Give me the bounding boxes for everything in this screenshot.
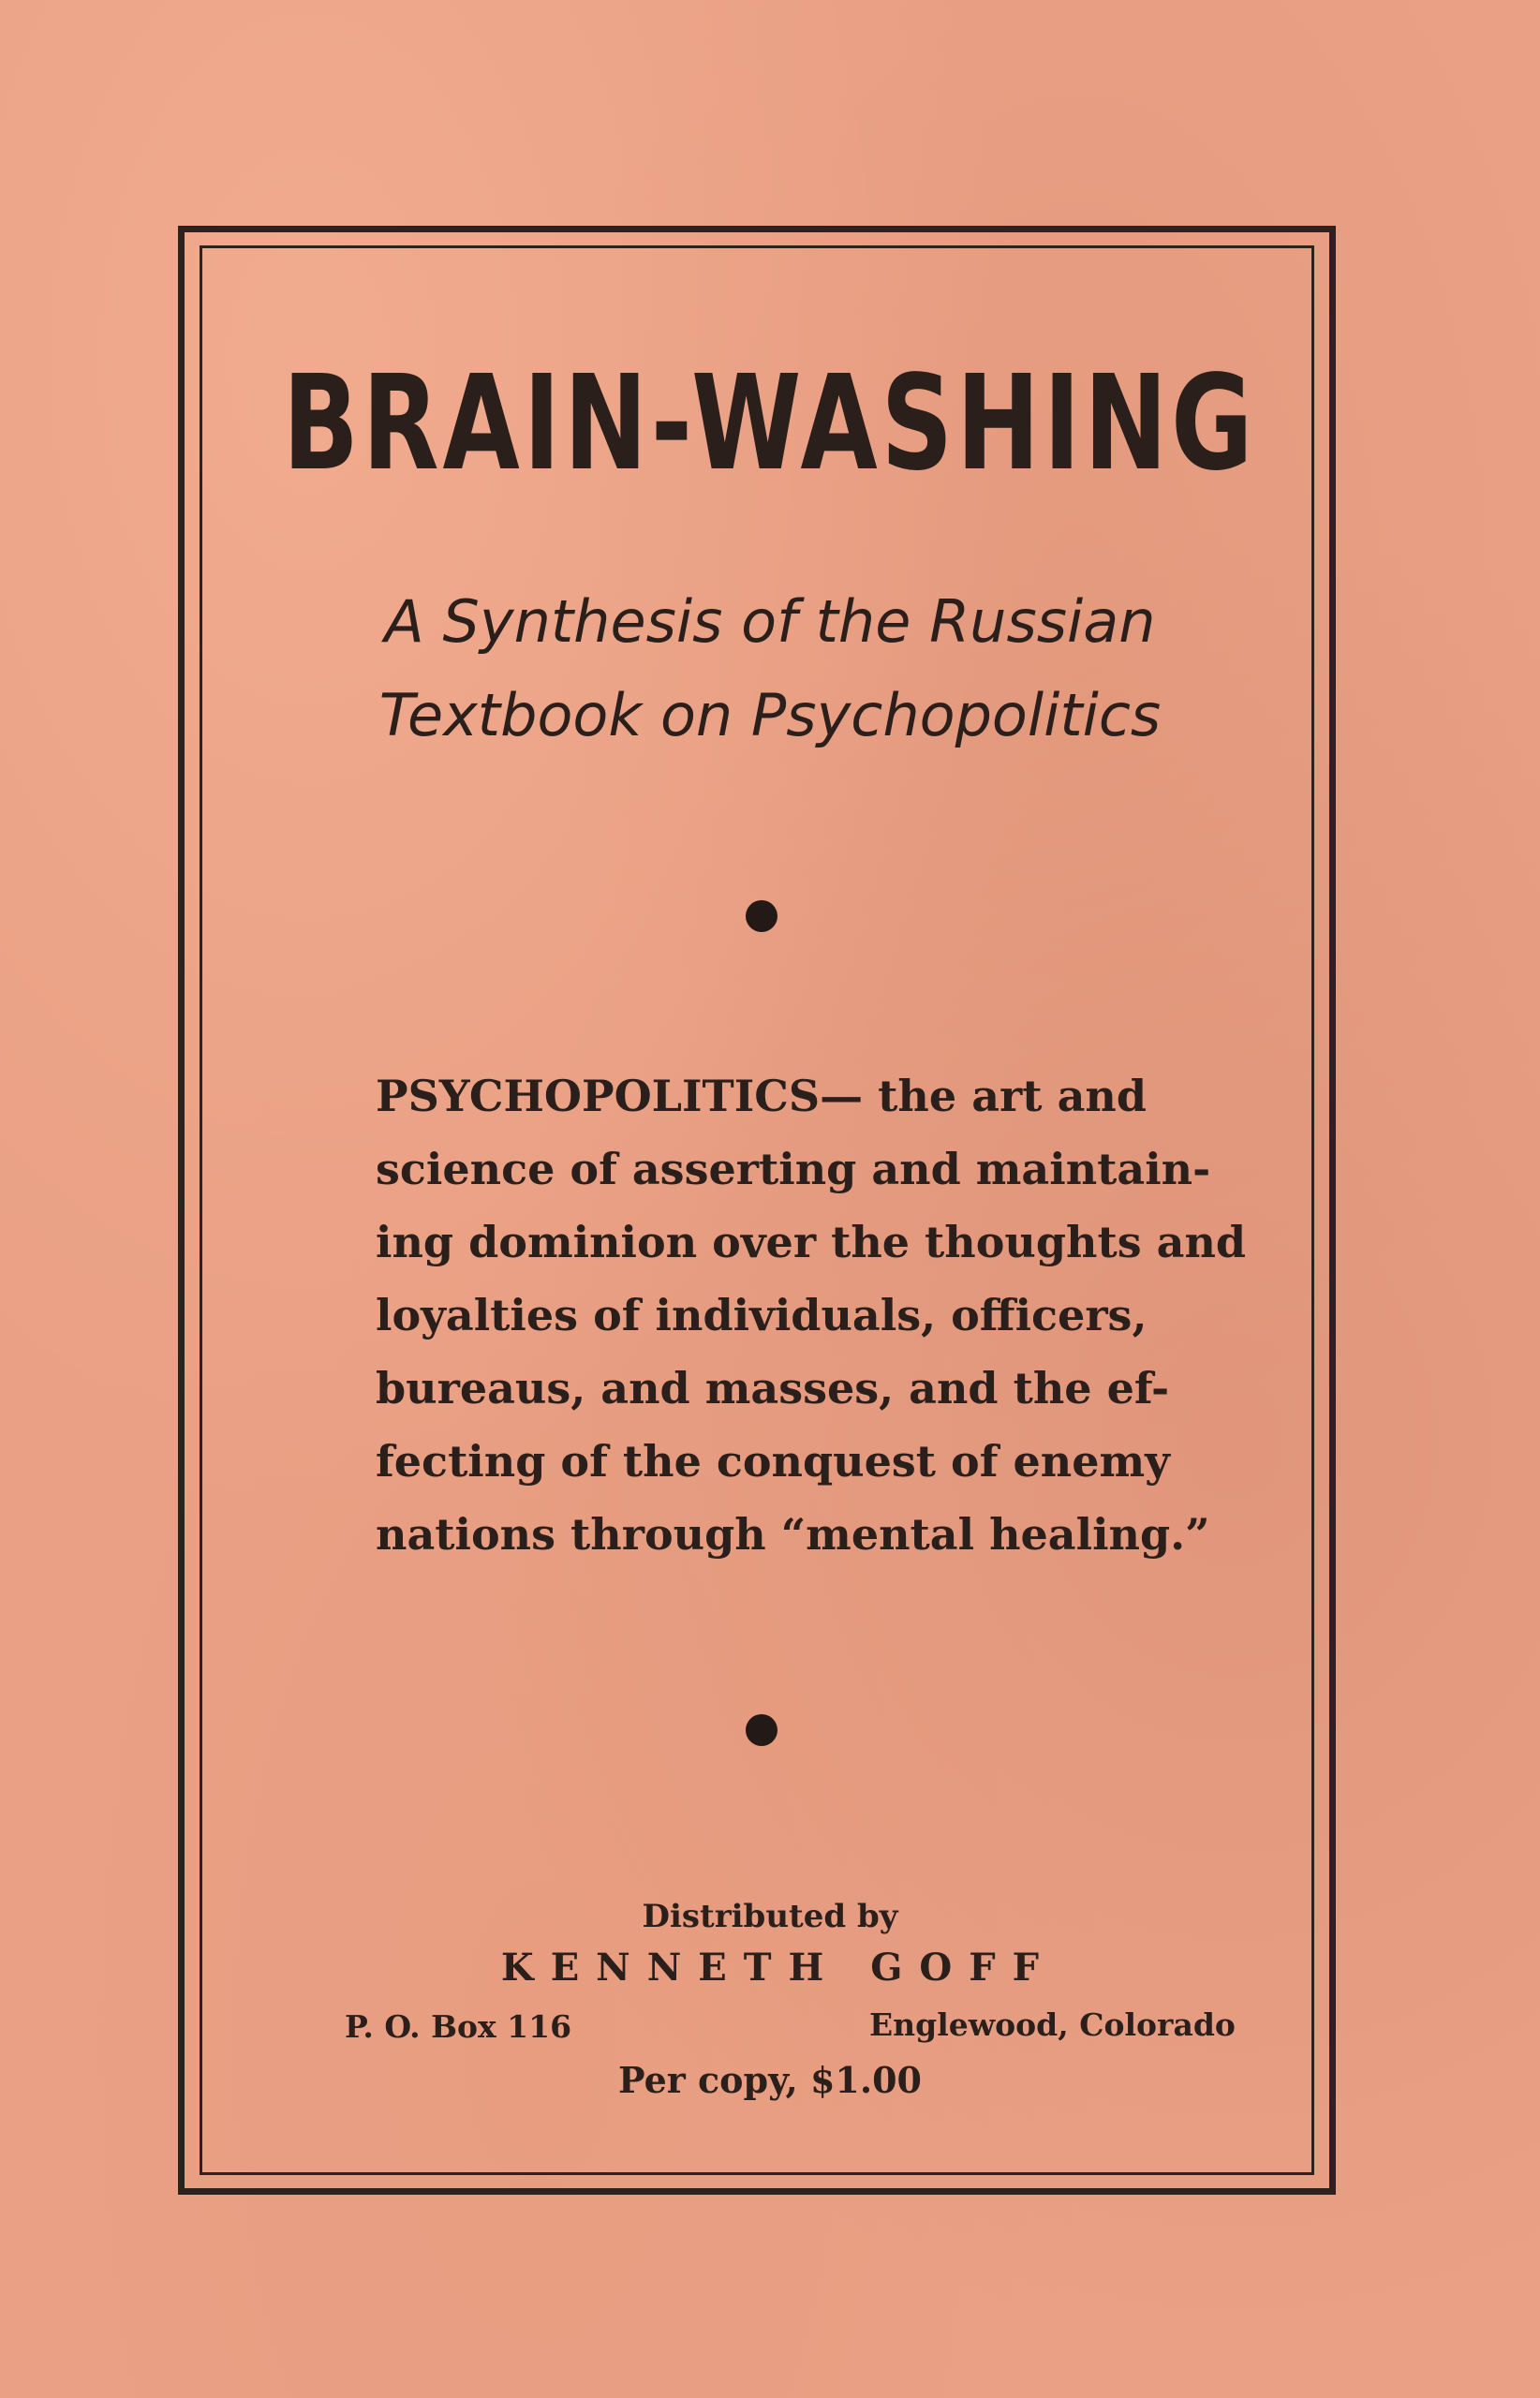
subtitle-line-2: Textbook on Psychopolitics — [378, 681, 1162, 749]
description-line-3: ing dominion over the thoughts and — [376, 1217, 1247, 1267]
distributed-by-label: Distributed by — [642, 1898, 898, 1935]
price-label: Per copy, $1.00 — [618, 2059, 922, 2101]
publisher-city: Englewood, Colorado — [869, 2006, 1236, 2043]
cover-title: BRAIN-WASHING — [282, 348, 1257, 500]
bullet-ornament-bottom — [746, 1714, 777, 1746]
bullet-ornament-top — [746, 900, 777, 932]
border-frame-inner — [200, 245, 1314, 2175]
description-line-5: bureaus, and masses, and the ef- — [376, 1363, 1170, 1414]
publisher-name: KENNETH GOFF — [500, 1946, 1057, 1990]
description-line-4: loyalties of individuals, officers, — [376, 1290, 1148, 1340]
description-line-6: fecting of the conquest of enemy — [376, 1436, 1170, 1487]
subtitle-line-1: A Synthesis of the Russian — [384, 587, 1156, 656]
description-line-7: nations through “mental healing.” — [376, 1509, 1210, 1560]
publisher-po-box: P. O. Box 116 — [345, 2008, 572, 2045]
description-line-1: PSYCHOPOLITICS— the art and — [376, 1071, 1147, 1121]
description-line-2: science of asserting and maintain- — [376, 1144, 1211, 1194]
